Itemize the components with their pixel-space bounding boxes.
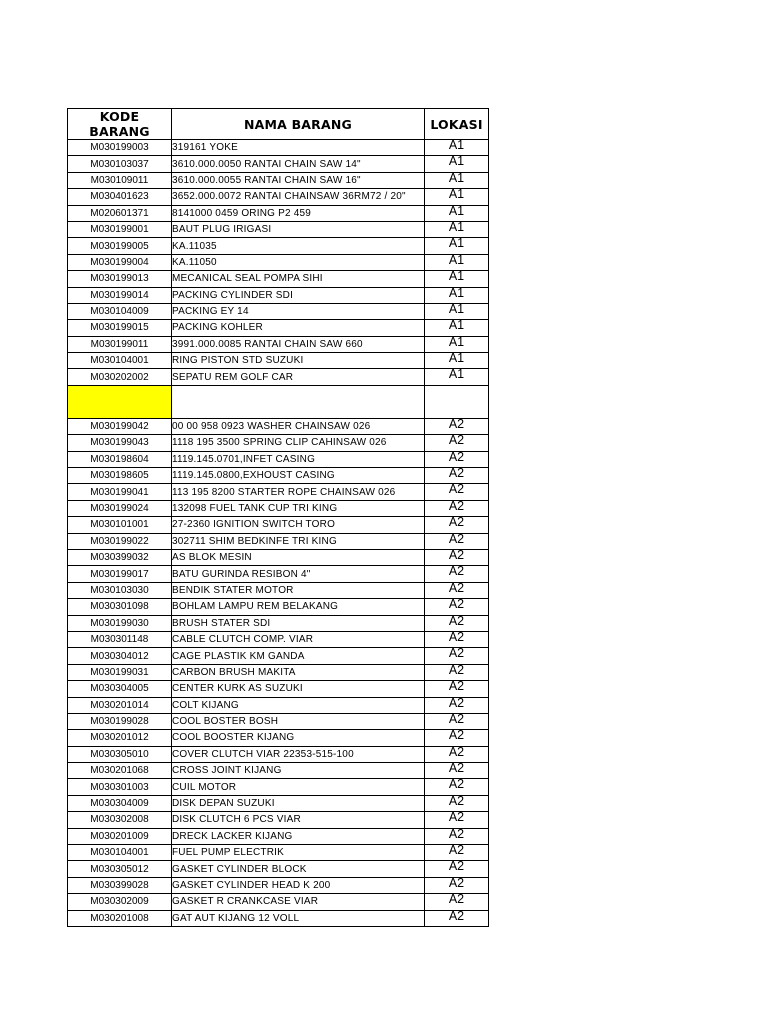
kode-barang-cell: M030304012: [68, 648, 172, 664]
nama-barang-cell: 132098 FUEL TANK CUP TRI KING: [172, 500, 425, 516]
nama-barang-cell: CUIL MOTOR: [172, 779, 425, 795]
kode-barang-cell: M030199041: [68, 484, 172, 500]
nama-barang-cell: CAGE PLASTIK KM GANDA: [172, 648, 425, 664]
table-row: [68, 828, 489, 844]
table-row: [68, 664, 489, 680]
separator-row: [68, 385, 489, 418]
lokasi-cell: A2: [425, 894, 489, 910]
nama-barang-cell: GASKET CYLINDER HEAD K 200: [172, 877, 425, 893]
lokasi-cell: A2: [425, 746, 489, 762]
nama-barang-cell: RING PISTON STD SUZUKI: [172, 353, 425, 369]
lokasi-cell: A2: [425, 566, 489, 582]
table-row: [68, 189, 489, 205]
kode-barang-cell: M030199005: [68, 238, 172, 254]
nama-barang-cell: 1119.145.0800,EXHOUST CASING: [172, 468, 425, 484]
table-row: [68, 418, 489, 434]
kode-barang-cell: M030199001: [68, 221, 172, 237]
lokasi-cell: A2: [425, 861, 489, 877]
kode-barang-cell: M030199024: [68, 500, 172, 516]
group-a2-rows: [68, 418, 489, 926]
nama-barang-cell: 3991.000.0085 RANTAI CHAIN SAW 660: [172, 336, 425, 352]
separator-group: [68, 385, 489, 418]
nama-barang-cell: FUEL PUMP ELECTRIK: [172, 845, 425, 861]
lokasi-cell: A2: [425, 713, 489, 729]
table-row: [68, 533, 489, 549]
kode-barang-cell: M030198604: [68, 451, 172, 467]
lokasi-cell: A1: [425, 369, 489, 385]
nama-barang-cell: KA.11050: [172, 254, 425, 270]
table-row: [68, 271, 489, 287]
nama-barang-cell: 00 00 958 0923 WASHER CHAINSAW 026: [172, 418, 425, 434]
lokasi-cell: A2: [425, 877, 489, 893]
table-row: [68, 238, 489, 254]
table-row: [68, 221, 489, 237]
nama-barang-cell: 302711 SHIM BEDKINFE TRI KING: [172, 533, 425, 549]
table-row: [68, 468, 489, 484]
kode-barang-cell: M030198605: [68, 468, 172, 484]
table-row: [68, 566, 489, 582]
table-row: [68, 910, 489, 926]
lokasi-cell: A1: [425, 238, 489, 254]
table-row: [68, 156, 489, 172]
table-row: [68, 353, 489, 369]
lokasi-cell: A2: [425, 648, 489, 664]
table-row: [68, 484, 489, 500]
lokasi-cell: A1: [425, 172, 489, 188]
lokasi-cell: A2: [425, 418, 489, 434]
lokasi-cell: A2: [425, 763, 489, 779]
lokasi-cell: A1: [425, 221, 489, 237]
nama-barang-cell: AS BLOK MESIN: [172, 549, 425, 565]
table-row: [68, 615, 489, 631]
table-row: [68, 861, 489, 877]
table-row: [68, 681, 489, 697]
lokasi-cell: A2: [425, 779, 489, 795]
lokasi-cell: A2: [425, 828, 489, 844]
nama-barang-cell: MECANICAL SEAL POMPA SIHI: [172, 271, 425, 287]
lokasi-cell: A2: [425, 484, 489, 500]
nama-barang-cell: CROSS JOINT KIJANG: [172, 763, 425, 779]
table-row: [68, 730, 489, 746]
empty-cell: [425, 385, 489, 418]
kode-barang-cell: M030302009: [68, 894, 172, 910]
lokasi-cell: A2: [425, 533, 489, 549]
kode-barang-cell: M030104001: [68, 845, 172, 861]
kode-barang-cell: M020601371: [68, 205, 172, 221]
lokasi-cell: A2: [425, 435, 489, 451]
table-row: [68, 303, 489, 319]
kode-barang-cell: M030199004: [68, 254, 172, 270]
highlighted-empty-cell: [68, 385, 172, 418]
nama-barang-cell: BATU GURINDA RESIBON 4": [172, 566, 425, 582]
lokasi-cell: A1: [425, 353, 489, 369]
table-row: [68, 779, 489, 795]
kode-barang-cell: M030301003: [68, 779, 172, 795]
table-row: [68, 648, 489, 664]
table-row: [68, 631, 489, 647]
lokasi-cell: A2: [425, 451, 489, 467]
kode-barang-cell: M030304005: [68, 681, 172, 697]
kode-barang-cell: M030201009: [68, 828, 172, 844]
table-row: [68, 582, 489, 598]
nama-barang-cell: DISK DEPAN SUZUKI: [172, 795, 425, 811]
table-row: [68, 812, 489, 828]
inventory-table: [67, 108, 489, 927]
nama-barang-cell: CENTER KURK AS SUZUKI: [172, 681, 425, 697]
nama-barang-cell: BRUSH STATER SDI: [172, 615, 425, 631]
table-row: [68, 877, 489, 893]
kode-barang-cell: M030109011: [68, 172, 172, 188]
nama-barang-cell: COOL BOOSTER KIJANG: [172, 730, 425, 746]
kode-barang-cell: M030302008: [68, 812, 172, 828]
nama-barang-cell: GAT AUT KIJANG 12 VOLL: [172, 910, 425, 926]
table-row: [68, 287, 489, 303]
kode-barang-cell: M030101001: [68, 517, 172, 533]
table-row: [68, 549, 489, 565]
lokasi-cell: A1: [425, 287, 489, 303]
nama-barang-cell: COLT KIJANG: [172, 697, 425, 713]
kode-barang-cell: M030201014: [68, 697, 172, 713]
kode-barang-cell: M030104009: [68, 303, 172, 319]
nama-barang-cell: 1118 195 3500 SPRING CLIP CAHINSAW 026: [172, 435, 425, 451]
nama-barang-cell: BAUT PLUG IRIGASI: [172, 221, 425, 237]
table-row: [68, 369, 489, 385]
group-a1-rows: [68, 140, 489, 386]
kode-barang-cell: M030399028: [68, 877, 172, 893]
table-row: [68, 517, 489, 533]
nama-barang-cell: DRECK LACKER KIJANG: [172, 828, 425, 844]
lokasi-cell: A2: [425, 615, 489, 631]
lokasi-cell: A2: [425, 517, 489, 533]
lokasi-cell: A1: [425, 156, 489, 172]
nama-barang-cell: BENDIK STATER MOTOR: [172, 582, 425, 598]
nama-barang-cell: BOHLAM LAMPU REM BELAKANG: [172, 599, 425, 615]
kode-barang-cell: M030199031: [68, 664, 172, 680]
lokasi-cell: A2: [425, 582, 489, 598]
table-row: [68, 713, 489, 729]
lokasi-cell: A2: [425, 910, 489, 926]
kode-barang-cell: M030202002: [68, 369, 172, 385]
table-row: [68, 763, 489, 779]
lokasi-cell: A2: [425, 681, 489, 697]
kode-barang-cell: M030199017: [68, 566, 172, 582]
lokasi-cell: A1: [425, 303, 489, 319]
nama-barang-cell: KA.11035: [172, 238, 425, 254]
header-kode-barang: KODE BARANG: [68, 109, 172, 140]
kode-barang-cell: M030201008: [68, 910, 172, 926]
kode-barang-cell: M030199042: [68, 418, 172, 434]
nama-barang-cell: SEPATU REM GOLF CAR: [172, 369, 425, 385]
table-row: [68, 894, 489, 910]
table-row: [68, 205, 489, 221]
kode-barang-cell: M030103037: [68, 156, 172, 172]
lokasi-cell: A2: [425, 599, 489, 615]
table-row: [68, 697, 489, 713]
lokasi-cell: A2: [425, 845, 489, 861]
kode-barang-cell: M030301148: [68, 631, 172, 647]
header-nama-barang: NAMA BARANG: [172, 109, 425, 140]
nama-barang-cell: DISK CLUTCH 6 PCS VIAR: [172, 812, 425, 828]
kode-barang-cell: M030301098: [68, 599, 172, 615]
kode-barang-cell: M030304009: [68, 795, 172, 811]
nama-barang-cell: CARBON BRUSH MAKITA: [172, 664, 425, 680]
nama-barang-cell: 27-2360 IGNITION SWITCH TORO: [172, 517, 425, 533]
table-row: [68, 140, 489, 156]
nama-barang-cell: 3652.000.0072 RANTAI CHAINSAW 36RM72 / 20": [172, 189, 425, 205]
lokasi-cell: A1: [425, 271, 489, 287]
lokasi-cell: A2: [425, 730, 489, 746]
nama-barang-cell: 3610.000.0050 RANTAI CHAIN SAW 14": [172, 156, 425, 172]
empty-cell: [172, 385, 425, 418]
lokasi-cell: A2: [425, 549, 489, 565]
table-row: [68, 320, 489, 336]
nama-barang-cell: PACKING CYLINDER SDI: [172, 287, 425, 303]
lokasi-cell: A2: [425, 664, 489, 680]
kode-barang-cell: M030199030: [68, 615, 172, 631]
kode-barang-cell: M030399032: [68, 549, 172, 565]
kode-barang-cell: M030199015: [68, 320, 172, 336]
lokasi-cell: A1: [425, 336, 489, 352]
nama-barang-cell: 1119.145.0701,INFET CASING: [172, 451, 425, 467]
lokasi-cell: A2: [425, 500, 489, 516]
nama-barang-cell: PACKING EY 14: [172, 303, 425, 319]
table-row: [68, 172, 489, 188]
table-row: [68, 500, 489, 516]
table-row: [68, 795, 489, 811]
lokasi-cell: A1: [425, 254, 489, 270]
nama-barang-cell: GASKET R CRANKCASE VIAR: [172, 894, 425, 910]
kode-barang-cell: M030305010: [68, 746, 172, 762]
kode-barang-cell: M030199003: [68, 140, 172, 156]
lokasi-cell: A2: [425, 812, 489, 828]
kode-barang-cell: M030201012: [68, 730, 172, 746]
kode-barang-cell: M030199043: [68, 435, 172, 451]
header-row: [68, 109, 489, 140]
lokasi-cell: A2: [425, 795, 489, 811]
table-row: [68, 746, 489, 762]
table-row: [68, 845, 489, 861]
nama-barang-cell: GASKET CYLINDER BLOCK: [172, 861, 425, 877]
kode-barang-cell: M030199022: [68, 533, 172, 549]
header-lokasi: LOKASI: [425, 109, 489, 140]
lokasi-cell: A2: [425, 631, 489, 647]
nama-barang-cell: CABLE CLUTCH COMP. VIAR: [172, 631, 425, 647]
kode-barang-cell: M030199011: [68, 336, 172, 352]
kode-barang-cell: M030103030: [68, 582, 172, 598]
nama-barang-cell: PACKING KOHLER: [172, 320, 425, 336]
kode-barang-cell: M030199014: [68, 287, 172, 303]
table-row: [68, 451, 489, 467]
lokasi-cell: A1: [425, 189, 489, 205]
nama-barang-cell: 319161 YOKE: [172, 140, 425, 156]
kode-barang-cell: M030201068: [68, 763, 172, 779]
kode-barang-cell: M030199028: [68, 713, 172, 729]
table-row: [68, 435, 489, 451]
nama-barang-cell: COVER CLUTCH VIAR 22353-515-100: [172, 746, 425, 762]
kode-barang-cell: M030104001: [68, 353, 172, 369]
nama-barang-cell: 8141000 0459 ORING P2 459: [172, 205, 425, 221]
table-row: [68, 599, 489, 615]
nama-barang-cell: 113 195 8200 STARTER ROPE CHAINSAW 026: [172, 484, 425, 500]
lokasi-cell: A1: [425, 320, 489, 336]
nama-barang-cell: 3610.000.0055 RANTAI CHAIN SAW 16": [172, 172, 425, 188]
kode-barang-cell: M030199013: [68, 271, 172, 287]
nama-barang-cell: COOL BOSTER BOSH: [172, 713, 425, 729]
table-row: [68, 336, 489, 352]
table-row: [68, 254, 489, 270]
lokasi-cell: A2: [425, 468, 489, 484]
lokasi-cell: A2: [425, 697, 489, 713]
kode-barang-cell: M030401623: [68, 189, 172, 205]
lokasi-cell: A1: [425, 205, 489, 221]
kode-barang-cell: M030305012: [68, 861, 172, 877]
lokasi-cell: A1: [425, 140, 489, 156]
